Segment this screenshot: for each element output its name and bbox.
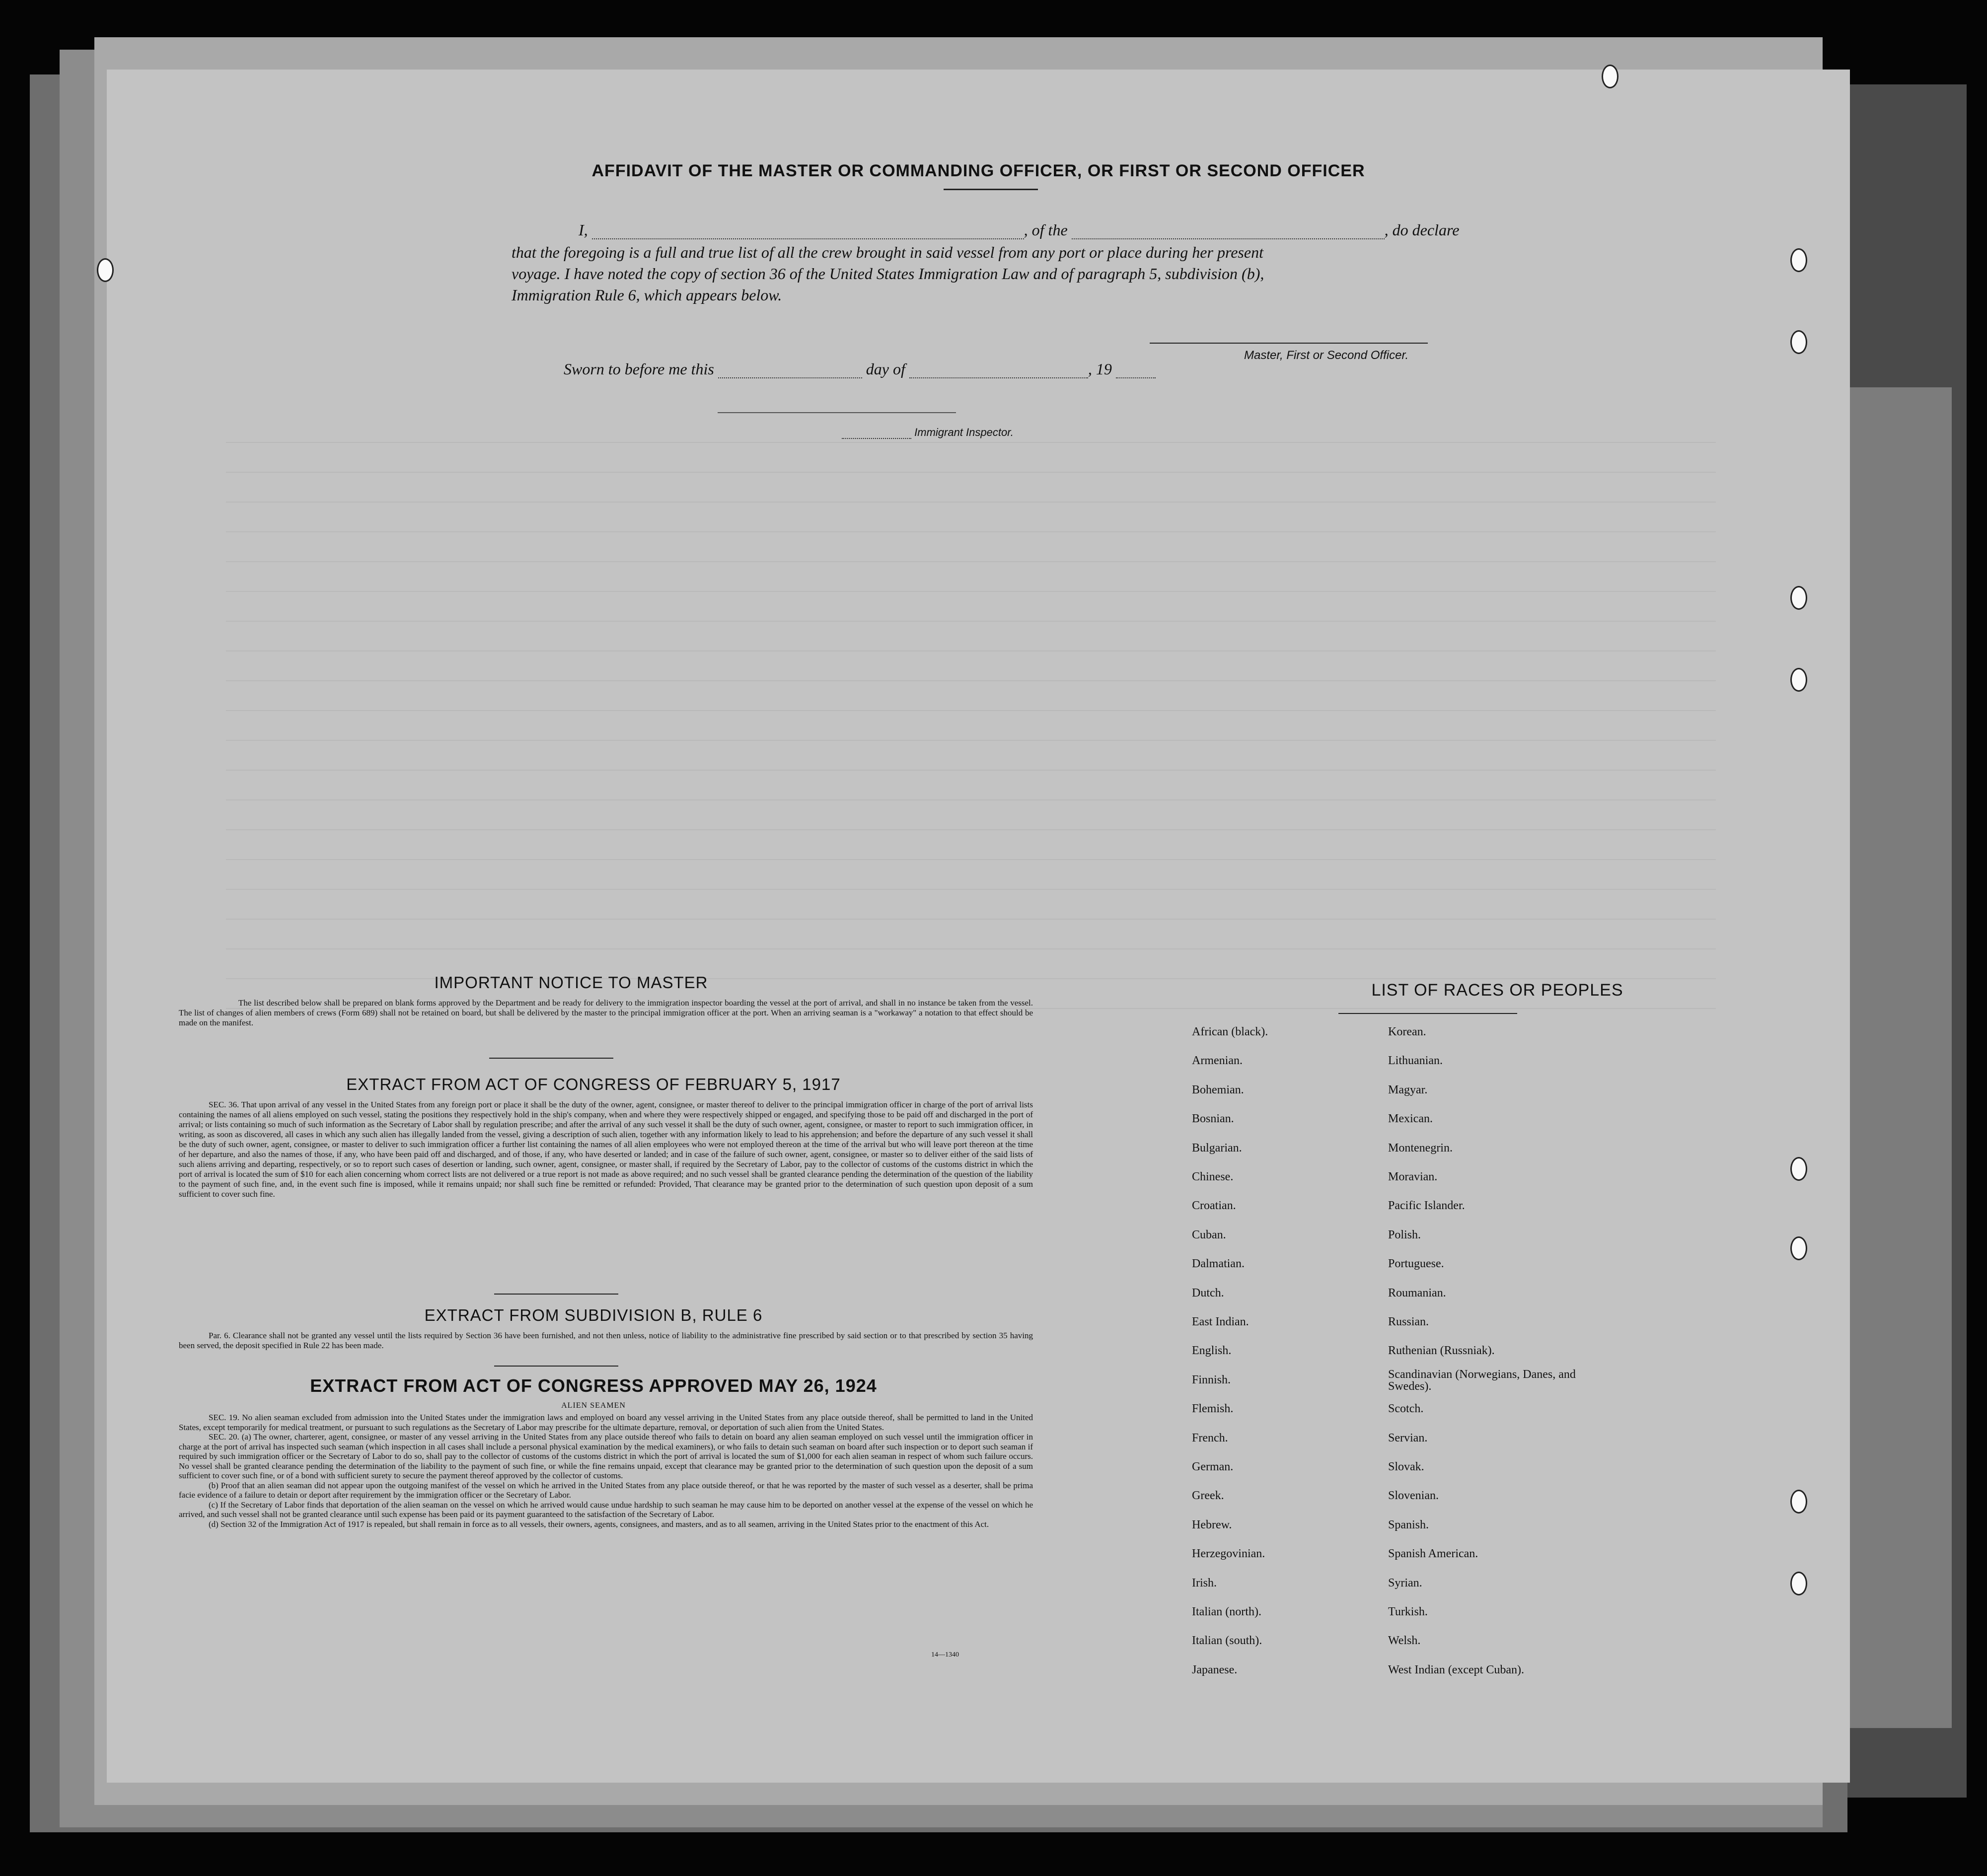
title-divider (944, 189, 1038, 190)
sec-20a-text: SEC. 20. (a) The owner, charterer, agent, consignee, or master of any vessel arriving in the United States from any place outside thereof who fails to detain on board any alien seaman employed on such vessel until the immigration officer in charge at the port of arrival has inspected such seaman (which inspection in all cases shall include a personal physical examination by the medical examiners), or who fails to detain such seaman on board after such inspection or to deport such seaman if required by such immigration officer or the Secretary of Labor to do so, shall pay to the collector of customs of the customs district in which the port of arrival is located the sum of $1,000 for each alien seaman in respect of whom such failure occurs. No vessel shall be granted clearance pending the determination of the liability to the payment of such fine, or while the fine remains unpaid, except that clearance may be granted prior to the determination of such question upon the deposit of a sum sufficient to cover such fine, or of a bond with sufficient surety to secure the payment thereof approved by the collector of customs. (179, 1432, 1033, 1480)
extract-1924-text (179, 1413, 1033, 1529)
race-item: Bulgarian. (1192, 1141, 1242, 1154)
extract-rule6-title: EXTRACT FROM SUBDIVISION B, RULE 6 (424, 1306, 763, 1324)
sec-20c-text: (c) If the Secretary of Labor finds that deportation of the alien seaman on the vessel on which he arrived would cause undue hardship to such seaman he may cause him to be deported on another vessel at the expense of the vessel on which he arrived, and such vessel shall not be granted clearance until such expense has been paid or its payment guaranteed to the satisfaction of the Secretary of Labor. (179, 1500, 1033, 1519)
race-item: African (black). (1192, 1025, 1268, 1038)
affidavit-i: I, (579, 221, 588, 239)
race-item: Armenian. (1192, 1054, 1243, 1068)
race-item: Japanese. (1192, 1663, 1238, 1676)
race-item: Spanish American. (1388, 1547, 1478, 1561)
inspector-signature-field[interactable] (842, 438, 911, 439)
affidavit-line-2: that the foregoing is a full and true list of all the crew brought in said vessel from any port or place during her present (512, 243, 1263, 261)
signature-label: Master, First or Second Officer. (1244, 349, 1409, 362)
punch-hole (1790, 668, 1807, 692)
vessel-name-field[interactable] (1072, 238, 1385, 239)
race-item: Scotch. (1388, 1402, 1424, 1416)
punch-hole (1790, 330, 1807, 354)
of-the-text: , of the (1024, 221, 1068, 239)
day-of-text: day of (866, 360, 905, 378)
extract-1924-subtitle: ALIEN SEAMEN (561, 1401, 626, 1410)
race-item: Montenegrin. (1388, 1141, 1453, 1154)
sworn-day-field[interactable] (718, 377, 862, 378)
background-sheet-edge (1847, 387, 1952, 1728)
form-number: 14—1340 (931, 1651, 959, 1659)
sworn-text: Sworn to before me this (564, 360, 714, 378)
race-item: Hebrew. (1192, 1518, 1232, 1531)
race-item: Syrian. (1388, 1576, 1422, 1589)
extract-1917-title: EXTRACT FROM ACT OF CONGRESS OF FEBRUARY 5, 1917 (346, 1075, 841, 1093)
inspector-top-line (718, 412, 956, 413)
sworn-year-field[interactable] (1116, 377, 1156, 378)
race-item: Croatian. (1192, 1199, 1236, 1213)
race-item: Cuban. (1192, 1228, 1226, 1241)
race-item: German. (1192, 1460, 1234, 1473)
signature-line (1150, 343, 1428, 344)
sec-20b-text: (b) Proof that an alien seaman did not appear upon the outgoing manifest of the vessel on which he arrived in the United States from any place outside thereof, or that he was reported by the master of such vessel as a deserter, shall be prima facie evidence of a failure to detain or deport after requirement by the immigration officer or the Secretary of Labor. (179, 1480, 1033, 1500)
race-item: Portuguese. (1388, 1257, 1444, 1271)
extract-1924-title: EXTRACT FROM ACT OF CONGRESS APPROVED MAY 26, 1924 (310, 1375, 877, 1396)
sworn-month-field[interactable] (909, 377, 1088, 378)
notice-text: The list described below shall be prepared on blank forms approved by the Department and be ready for delivery to the immigration inspector boarding the vessel at the port of arrival, and shall in no instance be taken from the vessel. The list of changes of alien members of crews (Form 689) shall not be retained on board, but shall be delivered by the master to the principal immigration officer at the port. When an arriving seaman is a "workaway" a notation to that effect should be made on the manifest. (179, 998, 1033, 1027)
notice-title: IMPORTANT NOTICE TO MASTER (434, 973, 708, 992)
race-item: Servian. (1388, 1431, 1428, 1444)
sworn-line (564, 360, 1156, 378)
race-item: Turkish. (1388, 1605, 1428, 1618)
race-item: Greek. (1192, 1489, 1224, 1503)
race-item: English. (1192, 1344, 1232, 1358)
race-item: Spanish. (1388, 1518, 1429, 1531)
year-prefix-text: , 19 (1088, 360, 1112, 378)
race-item: Bosnian. (1192, 1112, 1234, 1126)
extract-rule6-text: Par. 6. Clearance shall not be granted any vessel until the lists required by Section 36 have been furnished, and not then unless, notice of liability to the administrative fine prescribed by said section or to that prescribed by section 35 having been served, the deposit specified in Rule 22 has been made. (179, 1331, 1033, 1350)
race-item: Moravian. (1388, 1170, 1438, 1183)
affidavit-line-1 (579, 221, 1621, 239)
race-item: Magyar. (1388, 1083, 1428, 1096)
sec-19-text: SEC. 19. No alien seaman excluded from admission into the United States under the immigration laws and employed on board any vessel arriving in the United States from any place outside thereof, shall be permitted to land in the United States, except temporarily for medical treatment, or pursuant to such regulations as the Secretary of Labor may prescribe for the ultimate departure, removal, or deportation of such alien from the United States. (179, 1413, 1033, 1432)
master-name-field[interactable] (592, 238, 1024, 239)
declare-text: , do declare (1384, 221, 1460, 239)
race-item: Finnish. (1192, 1373, 1231, 1386)
race-item: Italian (north). (1192, 1605, 1261, 1618)
race-item: West Indian (except Cuban). (1388, 1663, 1524, 1676)
section-divider (494, 1294, 618, 1295)
races-divider (1338, 1013, 1517, 1014)
punch-hole (1602, 65, 1619, 88)
races-title: LIST OF RACES OR PEOPLES (1371, 981, 1623, 1000)
race-item: Herzegovinian. (1192, 1547, 1265, 1561)
inspector-label: Immigrant Inspector. (914, 426, 1014, 438)
race-item: Chinese. (1192, 1170, 1234, 1183)
affidavit-line-4: Immigration Rule 6, which appears below. (512, 286, 782, 304)
punch-hole (1790, 248, 1807, 272)
race-item: Italian (south). (1192, 1634, 1262, 1648)
race-item: Slovak. (1388, 1460, 1424, 1473)
race-item: Russian. (1388, 1315, 1429, 1328)
race-item: Bohemian. (1192, 1083, 1244, 1096)
race-item: Flemish. (1192, 1402, 1234, 1416)
section-divider (489, 1058, 613, 1059)
bleed-through-area (226, 432, 1716, 1053)
sec-20d-text: (d) Section 32 of the Immigration Act of 1917 is repealed, but shall remain in force as to all vessels, their owners, agents, consignees, and masters, and as to all seamen, arriving in the United States prior to the enactment of this Act. (209, 1519, 989, 1529)
section-divider (494, 1366, 618, 1367)
punch-hole (1790, 1236, 1807, 1260)
race-item: Ruthenian (Russniak). (1388, 1344, 1495, 1358)
race-item: Slovenian. (1388, 1489, 1439, 1503)
race-item: Mexican. (1388, 1112, 1433, 1126)
inspector-line (842, 426, 1014, 439)
race-item: Dutch. (1192, 1286, 1224, 1299)
punch-hole (1790, 586, 1807, 610)
affidavit-line-3: voyage. I have noted the copy of section 36 of the United States Immigration Law and of paragraph 5, subdivision (b), (512, 265, 1264, 283)
race-item: Lithuanian. (1388, 1054, 1443, 1068)
affidavit-title: AFFIDAVIT OF THE MASTER OR COMMANDING OFFICER, OR FIRST OR SECOND OFFICER (591, 161, 1365, 180)
extract-1917-text: SEC. 36. That upon arrival of any vessel in the United States from any foreign port or place it shall be the duty of the owner, agent, consignee, or master thereof to deliver to the principal immigration officer in charge of the port of arrival lists containing the names of all aliens employed on such vessel, stating the positions they respectively hold in the ship's company, when and where they were respectively shipped or engaged, and specifying those to be paid off and discharged in the port of arrival; or lists containing so much of such information as the Secretary of Labor shall by regulation prescribe; and after the arrival of any such vessel it shall be the duty of such owner, agent, consignee, or master to report to such immigration officer, in writing, as soon as discovered, all cases in which any such alien has illegally landed from the vessel, giving a description of such alien, together with any information likely to lead to his apprehension; and before the departure of any such vessel it shall be the duty of such owner, agent, consignee, or master to deliver to such immigration officer a further list containing the names of all alien employees who were not employed thereon at the time of the arrival but who will leave port thereon at the time of her departure, and also the names of those, if any, who have been paid off and discharged, and of those, if any, who have deserted or landed; and in case of the failure of such owner, agent, consignee, or master so to deliver either of the said lists of such aliens arriving and departing, respectively, or so to report such cases of desertion or landing, such owner, agent, consignee, or master shall, if required by the Secretary of Labor, pay to the collector of customs of the customs district in which the port of arrival is located the sum of $10 for each alien concerning whom correct lists are not delivered or a true report is not made as above required; and no such vessel shall be granted clearance pending the determination of the question of the liability to the payment of such fine, and, in the event such fine is imposed, while it remains unpaid; nor shall such fine be remitted or refunded: Provided, That clearance may be granted prior to the determination of such question upon deposit of a sum sufficient to cover such fine. (179, 1100, 1033, 1199)
race-item: Welsh. (1388, 1634, 1421, 1648)
race-item: Scandinavian (Norwegians, Danes, and Swedes). (1388, 1368, 1576, 1393)
race-item: Korean. (1388, 1025, 1426, 1038)
race-item: Roumanian. (1388, 1286, 1446, 1299)
punch-hole (97, 258, 114, 282)
race-item: French. (1192, 1431, 1228, 1444)
punch-hole (1790, 1490, 1807, 1514)
race-item: East Indian. (1192, 1315, 1249, 1328)
punch-hole (1790, 1572, 1807, 1595)
punch-hole (1790, 1157, 1807, 1181)
race-item: Dalmatian. (1192, 1257, 1245, 1271)
race-item: Polish. (1388, 1228, 1421, 1241)
document-page (107, 70, 1850, 1783)
race-item: Pacific Islander. (1388, 1199, 1465, 1213)
race-item: Irish. (1192, 1576, 1217, 1589)
